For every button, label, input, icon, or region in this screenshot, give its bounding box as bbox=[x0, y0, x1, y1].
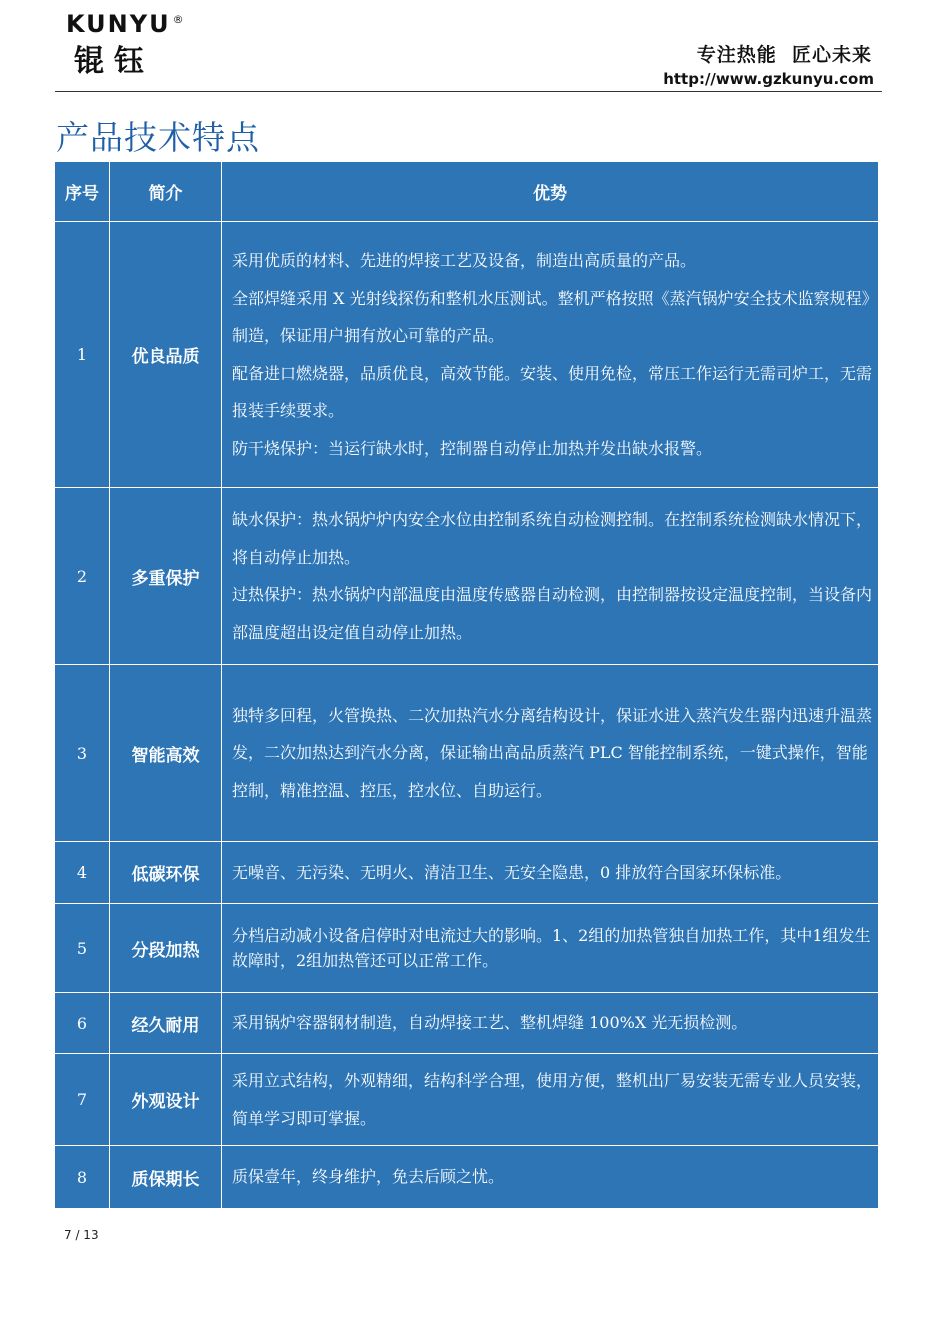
row-advantage bbox=[222, 904, 879, 993]
row-intro: 外观设计 bbox=[110, 1054, 222, 1146]
advantage-text: 无噪音、无污染、无明火、清洁卫生、无安全隐患，0 排放符合国家环保标准。 bbox=[232, 862, 792, 882]
advantage-text: 独特多回程，火管换热、二次加热汽水分离结构设计，保证水进入蒸汽发生器内迅速升温蒸发，二次加热达到汽水分离，保证输出高品质蒸汽 PLC 智能控制系统，一键式操作，智能控制，精准控温、控压，控水位、自助运行。 bbox=[232, 705, 873, 800]
row-number: 3 bbox=[55, 665, 110, 842]
row-advantage bbox=[222, 1146, 879, 1209]
row-number: 7 bbox=[55, 1054, 110, 1146]
advantage-text: 配备进口燃烧器，品质优良，高效节能。安装、使用免检，常压工作运行无需司炉工，无需报装手续要求。 bbox=[232, 363, 873, 420]
table-row bbox=[55, 1054, 879, 1146]
row-intro: 优良品质 bbox=[110, 222, 222, 488]
table-row bbox=[55, 665, 879, 842]
advantage-text: 采用立式结构，外观精细，结构科学合理，使用方便，整机出厂易安装无需专业人员安装，简单学习即可掌握。 bbox=[232, 1071, 873, 1128]
column-header-no: 序号 bbox=[55, 162, 110, 222]
advantage-text: 采用优质的材料、先进的焊接工艺及设备，制造出高质量的产品。 bbox=[232, 251, 697, 270]
row-intro: 智能高效 bbox=[110, 665, 222, 842]
feature-table bbox=[54, 161, 879, 1209]
row-number: 2 bbox=[55, 488, 110, 665]
table-row bbox=[55, 222, 879, 488]
row-number: 4 bbox=[55, 842, 110, 904]
advantage-text: 分档启动减小设备启停时对电流过大的影响。1、2组的加热管独自加热工作，其中1组发生故障时，2组加热管还可以正常工作。 bbox=[232, 926, 871, 970]
row-number: 5 bbox=[55, 904, 110, 993]
row-advantage bbox=[222, 488, 879, 665]
registered-mark: ® bbox=[172, 13, 186, 26]
advantage-text: 过热保护：热水锅炉内部温度由温度传感器自动检测，由控制器按设定温度控制，当设备内部温度超出设定值自动停止加热。 bbox=[232, 585, 873, 642]
page-header bbox=[0, 0, 938, 100]
row-advantage bbox=[222, 222, 879, 488]
row-advantage bbox=[222, 1054, 879, 1146]
page-title: 产品技术特点 bbox=[56, 118, 260, 157]
row-intro: 多重保护 bbox=[110, 488, 222, 665]
column-header-intro: 简介 bbox=[110, 162, 222, 222]
page-number: 7 / 13 bbox=[64, 1228, 99, 1242]
row-intro: 低碳环保 bbox=[110, 842, 222, 904]
row-intro: 质保期长 bbox=[110, 1146, 222, 1209]
table-row bbox=[55, 842, 879, 904]
row-number: 6 bbox=[55, 993, 110, 1054]
brand-logo bbox=[66, 10, 186, 38]
row-advantage bbox=[222, 993, 879, 1054]
table-row bbox=[55, 904, 879, 993]
advantage-text: 防干烧保护：当运行缺水时，控制器自动停止加热并发出缺水报警。 bbox=[232, 438, 713, 458]
logo-text-en: KUNYU bbox=[66, 10, 171, 38]
table-header-row bbox=[55, 162, 879, 222]
header-divider bbox=[55, 91, 882, 92]
row-intro: 经久耐用 bbox=[110, 993, 222, 1054]
column-header-advantage: 优势 bbox=[222, 162, 879, 222]
advantage-text: 缺水保护：热水锅炉炉内安全水位由控制系统自动检测控制。在控制系统检测缺水情况下，将自动停止加热。 bbox=[232, 510, 873, 567]
advantage-text: 质保壹年，终身维护，免去后顾之忧。 bbox=[232, 1167, 505, 1187]
row-number: 8 bbox=[55, 1146, 110, 1209]
row-number: 1 bbox=[55, 222, 110, 488]
row-advantage bbox=[222, 665, 879, 842]
row-advantage bbox=[222, 842, 879, 904]
table-row bbox=[55, 488, 879, 665]
row-intro: 分段加热 bbox=[110, 904, 222, 993]
logo-text-cn: 锟钰 bbox=[74, 44, 154, 79]
website-url[interactable]: http://www.gzkunyu.com bbox=[663, 70, 874, 88]
table-row bbox=[55, 1146, 879, 1209]
advantage-text: 全部焊缝采用 X 光射线探伤和整机水压测试。整机严格按照《蒸汽锅炉安全技术监察规程》制造，保证用户拥有放心可靠的产品。 bbox=[232, 288, 870, 345]
slogan: 专注热能 匠心未来 bbox=[696, 44, 872, 66]
table-row bbox=[55, 993, 879, 1054]
advantage-text: 采用锅炉容器钢材制造，自动焊接工艺、整机焊缝 100%X 光无损检测。 bbox=[232, 1013, 748, 1033]
